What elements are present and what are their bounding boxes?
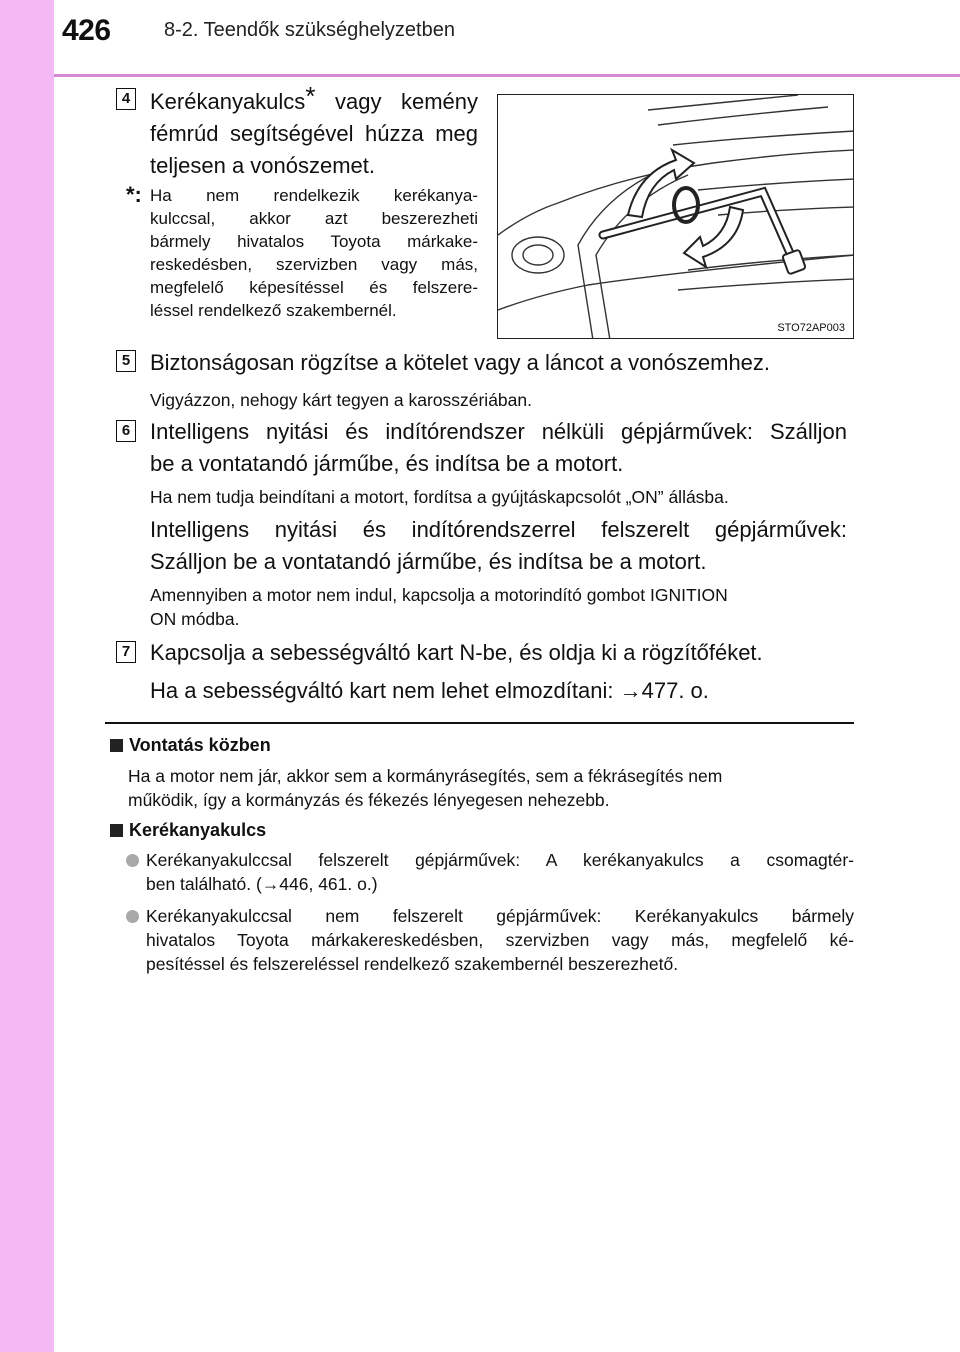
step-badge-4: 4 [116, 88, 136, 110]
towing-text [128, 764, 854, 812]
side-color-strip [0, 0, 54, 1352]
step-6-text [150, 416, 847, 480]
circle-bullet-icon [126, 854, 139, 867]
step-badge-5: 5 [116, 350, 136, 372]
step-6-note-2-line-2: ON módba. [150, 609, 240, 629]
header-rule [54, 74, 960, 77]
section-divider [105, 722, 854, 724]
towing-line-2: működik, így a kormányzás és fékezés lényegesen nehezebb. [128, 790, 610, 810]
footnote-line-2: kulccsal, akkor azt beszerezheti [150, 209, 478, 228]
step-5-note: Vigyázzon, nehogy kárt tegyen a karosszériában. [150, 390, 532, 410]
step-4-line-3: teljesen a vonószemet. [150, 153, 376, 178]
page-number: 426 [62, 14, 111, 47]
footnote-line-5: megfelelő képesítéssel és felszere- [150, 278, 478, 297]
step-6-note-1: Ha nem tudja beindítani a motort, fordítsa a gyújtáskapcsolót „ON” állásba. [150, 487, 729, 507]
wrench-bullet-2-line-3: pesítéssel és felszereléssel rendelkező szakembernél beszerezhető. [146, 954, 679, 974]
wrench-bullet-2-line-2: hivatalos Toyota márkakereskedésben, szervizben vagy más, megfelelő ké- [146, 930, 854, 950]
circle-bullet-icon [126, 910, 139, 923]
square-bullet-icon [110, 824, 123, 837]
tow-eye-drawing [498, 95, 854, 339]
step-badge-7: 7 [116, 641, 136, 663]
step-4-text [150, 81, 478, 182]
footnote-star: * [305, 81, 316, 111]
footnote-line-1: Ha nem rendelkezik kerékanya- [150, 186, 478, 205]
wrench-bullet-1 [146, 848, 854, 896]
towing-line-1: Ha a motor nem jár, akkor sem a kormányrásegítés, sem a fékrásegítés nem [128, 766, 723, 786]
wrench-bullet-1-line-1: Kerékanyakulccsal felszerelt gépjárművek: A kerékanyakulcs a csomagtér- [146, 850, 854, 870]
step-4-line-1b: vagy kemény [334, 89, 478, 114]
footnote-line-6: léssel rendelkező szakembernél. [150, 301, 397, 320]
step-7-line-2-prefix: Ha a sebességváltó kart nem lehet elmozdítani: [150, 678, 614, 703]
step-7-line-2 [150, 675, 854, 707]
footnote-line-4: reskedésben, szervizben vagy más, [150, 255, 478, 274]
step-6-line-2: be a vontatandó járműbe, és indítsa be a motort. [150, 451, 624, 476]
step-6-note-2-line-1: Amennyiben a motor nem indul, kapcsolja a motorindító gombot IGNITION [150, 585, 728, 605]
step-6-note-2 [150, 583, 854, 631]
step-4-footnote [150, 184, 478, 322]
towing-heading [110, 735, 271, 756]
wrench-bullet-1-line-2: ben található. (→446, 461. o.) [146, 874, 378, 894]
wrench-bullet-2 [146, 904, 854, 976]
wrench-title: Kerékanyakulcs [129, 820, 267, 840]
tow-eye-illustration [497, 94, 854, 339]
wrench-heading [110, 820, 266, 841]
page-header [54, 0, 960, 76]
step-5-text: Biztonságosan rögzítse a kötelet vagy a láncot a vonószemhez. [150, 350, 771, 375]
step-4-line-1a: Kerékanyakulcs [150, 89, 306, 114]
footnote-line-3: bármely hivatalos Toyota márkake- [150, 232, 478, 251]
step-7-page-ref: 477. o. [641, 678, 709, 703]
step-4-line-2: fémrúd segítségével húzza meg [150, 121, 478, 146]
step-7-text: Kapcsolja a sebességváltó kart N-be, és oldja ki a rögzítőféket. [150, 640, 763, 665]
step-6-line-1: Intelligens nyitási és indítórendszer nélküli gépjárművek: Szálljon [150, 419, 847, 444]
towing-title: Vontatás közben [129, 735, 271, 755]
footnote-marker: *: [126, 182, 142, 207]
step-6-line-3: Intelligens nyitási és indítórendszerrel felszerelt gépjárművek: [150, 517, 847, 542]
square-bullet-icon [110, 739, 123, 752]
section-title: 8-2. Teendők szükséghelyzetben [164, 19, 455, 41]
page-ref-arrow: → [619, 678, 642, 703]
figure-code: STO72AP003 [777, 322, 845, 334]
wrench-bullet-2-line-1: Kerékanyakulccsal nem felszerelt gépjárművek: Kerékanyakulcs bármely [146, 906, 854, 926]
step-badge-6: 6 [116, 420, 136, 442]
step-6-line-4: Szálljon be a vontatandó járműbe, és indítsa be a motort. [150, 549, 707, 574]
step-6-text-2 [150, 514, 847, 578]
